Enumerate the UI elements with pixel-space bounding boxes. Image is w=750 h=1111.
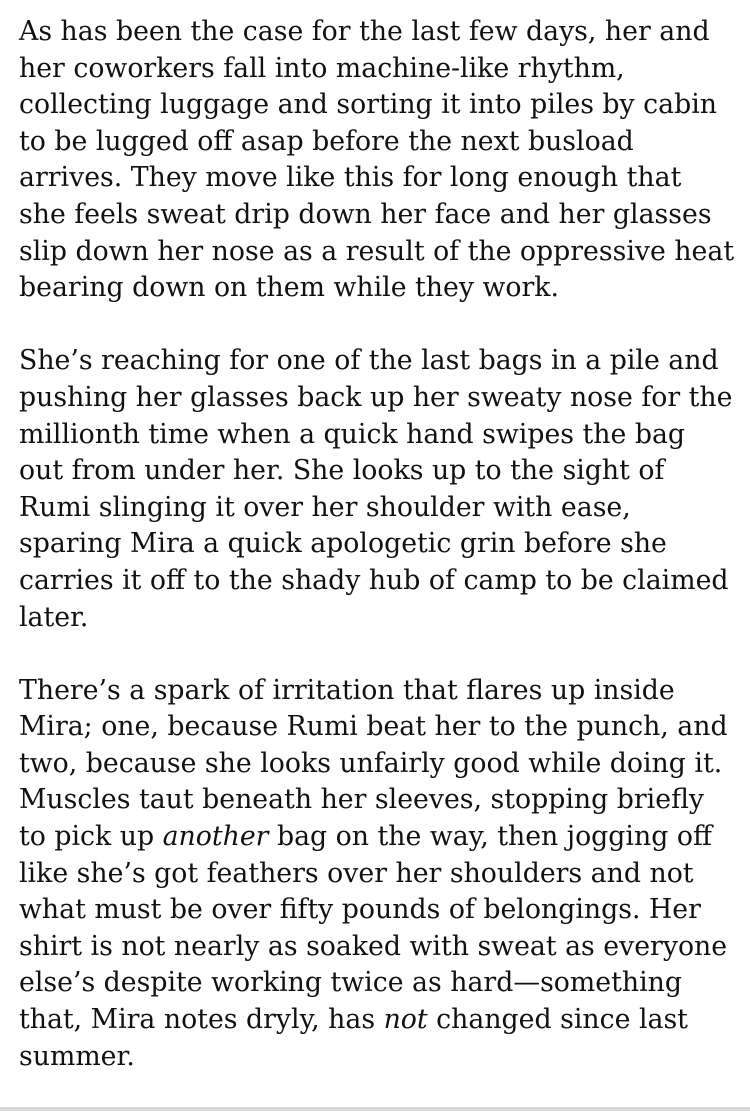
text-line: [19, 526, 737, 563]
text-segment: collecting luggage and sorting it into piles by cabin: [19, 89, 718, 121]
text-segment: her coworkers fall into machine-like rhythm,: [19, 52, 625, 84]
paragraph: [19, 14, 737, 307]
text-segment: Mira; one, because Rumi beat her to the punch, and: [19, 711, 728, 743]
text-line: [19, 673, 737, 710]
text-segment: to be lugged off asap before the next busload: [19, 125, 634, 157]
text-line: [19, 270, 737, 307]
text-segment: bag on the way, then jogging off: [268, 821, 712, 853]
paragraph: [19, 673, 737, 1076]
document-body: [19, 14, 737, 1075]
text-line: [19, 124, 737, 161]
text-segment: sparing Mira a quick apologetic grin before she: [19, 528, 667, 560]
text-line: [19, 14, 737, 51]
text-line: [19, 709, 737, 746]
text-line: [19, 782, 737, 819]
emphasized-text: another: [162, 821, 269, 853]
paragraph-spacer: [19, 307, 737, 344]
bottom-divider: [0, 1107, 750, 1111]
text-segment: what must be over fifty pounds of belongings. Her: [19, 894, 701, 926]
text-line: [19, 600, 737, 637]
text-segment: As has been the case for the last few days, her and: [19, 16, 710, 47]
text-line: [19, 343, 737, 380]
text-line: [19, 746, 737, 783]
text-segment: carries it off to the shady hub of camp to be claimed: [19, 564, 729, 596]
text-segment: to pick up: [19, 821, 163, 853]
text-segment: she feels sweat drip down her face and her glasses: [19, 198, 712, 230]
text-segment: She’s reaching for one of the last bags in a pile and: [19, 345, 719, 377]
text-segment: Rumi slinging it over her shoulder with ease,: [19, 491, 631, 523]
text-line: [19, 380, 737, 417]
emphasized-text: not: [383, 1004, 428, 1036]
text-segment: out from under her. She looks up to the sight of: [19, 455, 665, 487]
text-segment: arrives. They move like this for long enough that: [19, 162, 682, 194]
text-line: [19, 197, 737, 234]
text-segment: There’s a spark of irritation that flares up inside: [19, 674, 675, 706]
text-segment: bearing down on them while they work.: [19, 272, 559, 304]
text-segment: changed since last: [427, 1004, 688, 1036]
text-line: [19, 1002, 737, 1039]
text-line: [19, 490, 737, 527]
text-segment: shirt is not nearly as soaked with sweat as everyone: [19, 930, 728, 962]
text-line: [19, 87, 737, 124]
text-segment: that, Mira notes dryly, has: [19, 1004, 384, 1036]
text-segment: like she’s got feathers over her shoulders and not: [19, 857, 694, 889]
paragraph: [19, 343, 737, 636]
text-line: [19, 1039, 737, 1076]
text-line: [19, 856, 737, 893]
text-segment: millionth time when a quick hand swipes the bag: [19, 418, 686, 450]
text-line: [19, 892, 737, 929]
text-segment: two, because she looks unfairly good while doing it.: [19, 747, 723, 779]
text-segment: later.: [19, 601, 89, 633]
text-line: [19, 563, 737, 600]
text-line: [19, 417, 737, 454]
text-segment: summer.: [19, 1040, 135, 1072]
text-line: [19, 234, 737, 271]
text-segment: pushing her glasses back up her sweaty nose for the: [19, 381, 733, 413]
text-line: [19, 160, 737, 197]
text-line: [19, 51, 737, 88]
paragraph-spacer: [19, 636, 737, 673]
text-line: [19, 929, 737, 966]
text-line: [19, 819, 737, 856]
text-line: [19, 965, 737, 1002]
text-segment: Muscles taut beneath her sleeves, stopping briefly: [19, 784, 705, 816]
text-segment: slip down her nose as a result of the oppressive heat: [19, 235, 735, 267]
text-line: [19, 453, 737, 490]
text-segment: else’s despite working twice as hard—something: [19, 967, 682, 999]
